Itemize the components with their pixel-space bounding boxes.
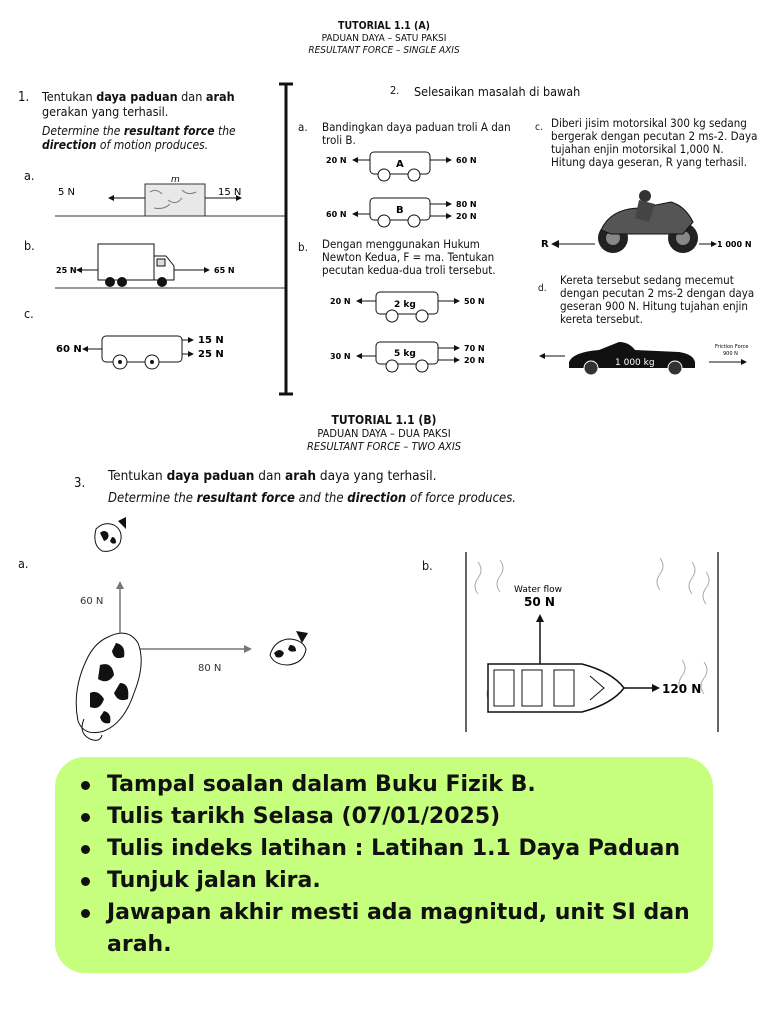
truck-window <box>157 259 165 266</box>
q1c-label: c. <box>24 306 34 321</box>
trolley-2kg-left: 20 N <box>330 297 351 306</box>
arrow-up-head <box>116 581 124 589</box>
q1-en-bold2: direction <box>42 138 97 152</box>
tutorial-a-header <box>0 20 768 57</box>
arrow-left-head <box>82 346 88 352</box>
q2-number: 2. <box>390 84 400 97</box>
q1-en-prefix: Determine the <box>42 124 124 138</box>
q1a-left-force: 5 N <box>58 187 76 198</box>
q1a-label: a. <box>24 168 35 183</box>
car-wheel <box>584 361 598 375</box>
trolley-b-name: B <box>396 205 404 216</box>
q1c-right-top-force: 15 N <box>198 335 224 346</box>
trolley-wheel <box>386 310 398 322</box>
q3-text-prefix: Tentukan <box>108 468 167 484</box>
trolley-wheel <box>386 360 398 372</box>
arrow-left-head <box>108 195 114 201</box>
q1c-right-bottom-force: 25 N <box>198 349 224 360</box>
arrow-right-bottom-head <box>454 357 460 363</box>
q1b-label: b. <box>24 238 35 253</box>
arrow-left-head <box>76 267 82 273</box>
instructions-box <box>55 757 713 973</box>
q1-text-mid: dan <box>177 89 206 104</box>
arrow-left-head <box>551 240 559 248</box>
q1a-diagram <box>50 170 290 222</box>
truck-wheel <box>157 277 167 287</box>
arrow-left-head <box>356 298 362 304</box>
q3-text-mid: dan <box>254 468 286 484</box>
car-mass: 1 000 kg <box>615 358 655 368</box>
q3b-label: b. <box>422 558 433 573</box>
q2b-diagram <box>322 288 522 374</box>
q1-en-mid: the <box>214 124 236 138</box>
q3b-right-force: 120 N <box>662 682 702 696</box>
trolley-wheel <box>378 169 390 181</box>
q1c-left-force: 60 N <box>56 344 82 355</box>
q3-en-mid: and the <box>294 491 348 506</box>
q3a-diagram <box>60 515 330 750</box>
q2b-text: Dengan menggunakan Hukum Newton Kedua, F = ma. Tentukan pecutan kedua-dua troli tersebut. <box>322 237 496 277</box>
q3-number: 3. <box>74 476 86 491</box>
q2c-label: c. <box>535 122 543 133</box>
q1-text-suffix: gerakan yang terhasil. <box>42 104 169 119</box>
q2c-left-force: R <box>541 239 549 250</box>
arrow-right-bottom-head <box>446 213 452 219</box>
arrow-right-head <box>652 684 660 692</box>
q1-en-suffix: of motion produces. <box>96 138 209 152</box>
trolley-a-right: 60 N <box>456 156 477 165</box>
tutorial-a-subtitle-en: RESULTANT FORCE – SINGLE AXIS <box>308 45 460 56</box>
q2d-diagram <box>535 338 755 378</box>
trolley-b-right-top: 80 N <box>456 200 477 209</box>
q3-text-en <box>108 491 516 506</box>
tutorial-a-title: TUTORIAL 1.1 (A) <box>338 20 430 32</box>
arrow-left-head <box>356 353 362 359</box>
boat-seat <box>494 670 514 706</box>
q2c-diagram <box>535 190 755 260</box>
instruction-item: Tampal soalan dalam Buku Fizik B. <box>107 769 713 801</box>
trolley-2kg-right: 50 N <box>464 297 485 306</box>
instruction-item: Tulis tarikh Selasa (07/01/2025) <box>107 801 713 833</box>
tutorial-a-subtitle: PADUAN DAYA – SATU PAKSI <box>321 33 447 44</box>
tutorial-b-title: TUTORIAL 1.1 (B) <box>331 413 437 427</box>
q1-text-en <box>42 124 242 152</box>
q3-en-bold1: resultant force <box>196 491 295 506</box>
q2-text: Selesaikan masalah di bawah <box>414 84 581 99</box>
arrow-right-head <box>204 267 210 273</box>
arrow-right-top-head <box>446 201 452 207</box>
trolley-2kg-mass: 2 kg <box>394 300 416 310</box>
trolley-wheel <box>416 360 428 372</box>
trolley-wheel <box>416 310 428 322</box>
arrow-left-head <box>539 353 545 359</box>
tutorial-b-subtitle: PADUAN DAYA – DUA PAKSI <box>317 427 451 440</box>
boat-seat <box>522 670 542 706</box>
q3-text-bold1: daya paduan <box>166 468 255 484</box>
q3a-label: a. <box>18 556 29 571</box>
arrow-left-head <box>352 157 358 163</box>
q1a-right-force: 15 N <box>218 187 242 198</box>
trolley-wheel <box>408 215 420 227</box>
q3-text-suffix: daya yang terhasil. <box>316 468 437 484</box>
boat-seat <box>554 670 574 706</box>
truck-wheel <box>105 277 115 287</box>
trolley-b-right-bottom: 20 N <box>456 212 477 221</box>
instruction-item: Jawapan akhir mesti ada magnitud, unit SI dan arah. <box>107 897 707 961</box>
q1-en-bold1: resultant force <box>123 124 215 138</box>
truck-box <box>98 244 154 280</box>
q1b-left-force: 25 N <box>56 266 77 275</box>
q1b-right-force: 65 N <box>214 266 235 275</box>
block-mass <box>145 184 205 216</box>
q3a-right-force: 80 N <box>198 663 222 674</box>
q3b-flow-force: 50 N <box>524 595 555 609</box>
tutorial-b-header <box>0 414 768 453</box>
arrow-right-head <box>244 645 252 653</box>
q3a-up-force: 60 N <box>80 596 104 607</box>
arrow-up-head <box>536 614 544 622</box>
friction-value: 900 N <box>723 351 738 357</box>
arrow-left-head <box>352 211 358 217</box>
trolley-5kg-mass: 5 kg <box>394 349 416 359</box>
tutorial-b-subtitle-en: RESULTANT FORCE – TWO AXIS <box>306 440 462 453</box>
instruction-item: Tulis indeks latihan : Latihan 1.1 Daya Paduan <box>107 833 713 865</box>
car-wheel <box>668 361 682 375</box>
q2c-right-force: 1 000 N <box>717 240 752 249</box>
trolley-wheel <box>378 215 390 227</box>
cow-head <box>118 517 126 529</box>
trolley-a-left: 20 N <box>326 156 347 165</box>
q2c-text: Diberi jisim motorsikal 300 kg sedang bergerak dengan pecutan 2 ms-2. Daya tujahan enjin motorsikal 1,000 N. Hitung daya geseran, R yang terhasil. <box>551 116 758 169</box>
water-flow-label: Water flow <box>514 585 563 595</box>
wheel-hub <box>118 360 122 364</box>
q1-text-prefix: Tentukan <box>42 89 97 104</box>
q3-en-suffix: of force produces. <box>406 491 517 506</box>
q3b-diagram <box>460 552 728 736</box>
rider-head <box>639 190 651 202</box>
friction-label: Friction Force <box>715 344 749 350</box>
q3-text-bold2: arah <box>285 468 317 484</box>
arrow-right-top-head <box>454 345 460 351</box>
trolley-5kg-right-top: 70 N <box>464 344 485 353</box>
q3-text <box>108 469 437 484</box>
q3-en-prefix: Determine the <box>108 491 197 506</box>
q1c-diagram <box>50 330 250 374</box>
q1-text-bold1: daya paduan <box>96 89 178 104</box>
q1-text <box>42 89 272 119</box>
arrow-right-top-head <box>188 337 194 343</box>
trolley-5kg-left: 30 N <box>330 352 351 361</box>
instructions-list <box>55 757 713 961</box>
q1-number: 1. <box>18 90 30 105</box>
q1b-diagram <box>50 240 290 292</box>
truck-wheel <box>117 277 127 287</box>
trolley-wheel <box>408 169 420 181</box>
divider <box>276 80 296 398</box>
q2d-label: d. <box>538 283 547 294</box>
wheel-hub <box>150 360 154 364</box>
trolley-b-left: 60 N <box>326 210 347 219</box>
arrow-right-head <box>446 157 452 163</box>
trolley-a-name: A <box>396 159 404 170</box>
q1-text-bold2: arah <box>205 89 235 104</box>
trolley-5kg-right-bottom: 20 N <box>464 356 485 365</box>
arrow-right-bottom-head <box>188 351 194 357</box>
q2b-label: b. <box>298 240 308 254</box>
arrow-right-head <box>741 359 747 365</box>
q2a-diagram <box>322 148 522 228</box>
q2a-text: Bandingkan daya paduan troli A dan troli B. <box>322 120 511 147</box>
q2d-text: Kereta tersebut sedang mecemut dengan pecutan 2 ms-2 dengan daya geseran 900 N. Hitung tujahan enjin kereta tersebut. <box>560 273 755 326</box>
q3-en-bold2: direction <box>347 491 407 506</box>
arrow-right-head <box>454 298 460 304</box>
q2a-label: a. <box>298 120 308 134</box>
instruction-item: Tunjuk jalan kira. <box>107 865 713 897</box>
mass-label: m <box>171 175 180 185</box>
